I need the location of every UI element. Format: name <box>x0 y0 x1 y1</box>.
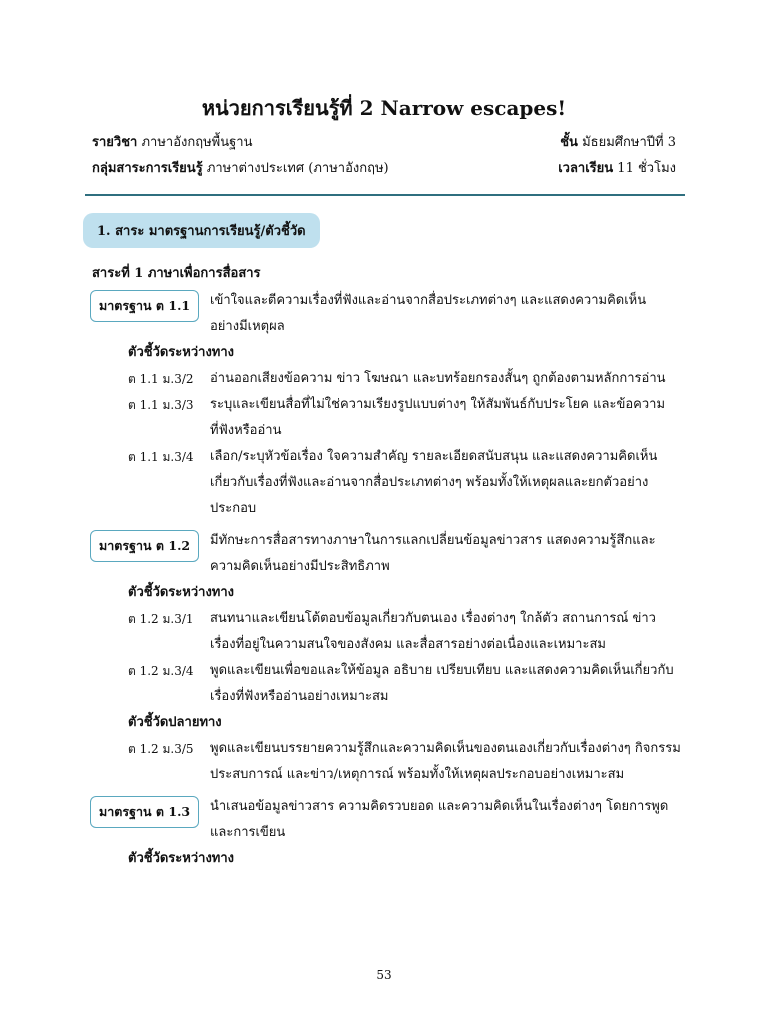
indicator-text: ประกอบ <box>210 501 257 516</box>
meta-row-subject <box>92 130 676 152</box>
standard-text-continuation <box>0 314 768 340</box>
standard-row <box>0 528 768 554</box>
indicator-text: ประสบการณ์ และข่าว/เหตุการณ์ พร้อมทั้งให้เหตุผลประกอบอย่างเหมาะสม <box>210 767 625 782</box>
indicator-code: ต 1.2 ม.3/5 <box>128 742 194 756</box>
indicator-group-heading: ตัวชี้วัดระหว่างทาง <box>128 345 235 360</box>
standard-label: มาตรฐาน ต 1.2 <box>90 530 199 562</box>
standard-text: อย่างมีเหตุผล <box>210 319 285 334</box>
indicator-code: ต 1.1 ม.3/4 <box>128 450 194 464</box>
standard-text: เข้าใจและตีความเรื่องที่ฟังและอ่านจากสื่อประเภทต่างๆ และแสดงความคิดเห็น <box>210 293 647 308</box>
standard-text: มีทักษะการสื่อสารทางภาษาในการแลกเปลี่ยนข้อมูลข่าวสาร แสดงความรู้สึกและ <box>210 533 656 548</box>
indicator-text: สนทนาและเขียนโต้ตอบข้อมูลเกี่ยวกับตนเอง เรื่องต่างๆ ใกล้ตัว สถานการณ์ ข่าว <box>210 611 656 626</box>
indicator-continuation <box>0 684 768 710</box>
indicator-item <box>0 658 768 684</box>
group-info: กลุ่มสาระการเรียนรู้ ภาษาต่างประเทศ (ภาษาอังกฤษ) <box>92 160 389 176</box>
indicator-text: ที่ฟังหรืออ่าน <box>210 423 282 438</box>
standards-content <box>0 288 768 878</box>
standard-text: นำเสนอข้อมูลข่าวสาร ความคิดรวบยอด และความคิดเห็นในเรื่องต่างๆ โดยการพูด <box>210 799 669 814</box>
indicator-continuation <box>0 632 768 658</box>
grade-info: ชั้น มัธยมศึกษาปีที่ 3 <box>560 134 676 150</box>
indicator-text: ระบุและเขียนสื่อที่ไม่ใช่ความเรียงรูปแบบต่างๆ ให้สัมพันธ์กับประโยค และข้อความ <box>210 397 666 412</box>
indicator-text: เกี่ยวกับเรื่องที่ฟังและอ่านจากสื่อประเภทต่างๆ พร้อมทั้งให้เหตุผลและยกตัวอย่าง <box>210 475 649 490</box>
indicator-item <box>0 392 768 418</box>
standard-label: มาตรฐาน ต 1.1 <box>90 290 199 322</box>
indicator-text: เรื่องที่ฟังหรืออ่านอย่างเหมาะสม <box>210 689 389 704</box>
indicator-continuation <box>0 418 768 444</box>
indicator-continuation <box>0 762 768 788</box>
strand-title: สาระที่ 1 ภาษาเพื่อการสื่อสาร <box>92 266 261 281</box>
standard-label: มาตรฐาน ต 1.3 <box>90 796 199 828</box>
indicator-code: ต 1.1 ม.3/2 <box>128 372 194 386</box>
standard-row <box>0 288 768 314</box>
unit-title: หน่วยการเรียนรู้ที่ 2 Narrow escapes! <box>201 96 567 120</box>
indicator-group-heading: ตัวชี้วัดปลายทาง <box>128 715 222 730</box>
indicator-text: พูดและเขียนเพื่อขอและให้ข้อมูล อธิบาย เปรียบเทียบ และแสดงความคิดเห็นเกี่ยวกับ <box>210 663 674 678</box>
indicator-code: ต 1.1 ม.3/3 <box>128 398 194 412</box>
indicator-code: ต 1.2 ม.3/1 <box>128 612 194 626</box>
standard-row <box>0 794 768 820</box>
indicator-continuation <box>0 470 768 496</box>
standard-text: และการเขียน <box>210 825 286 840</box>
indicator-group-heading: ตัวชี้วัดระหว่างทาง <box>128 851 235 866</box>
indicator-item <box>0 736 768 762</box>
indicator-item <box>0 444 768 470</box>
indicator-continuation <box>0 496 768 522</box>
standard-text-continuation <box>0 554 768 580</box>
time-info: เวลาเรียน 11 ชั่วโมง <box>558 160 676 176</box>
standard-text-continuation <box>0 820 768 846</box>
indicator-group-heading: ตัวชี้วัดระหว่างทาง <box>128 585 235 600</box>
indicator-item <box>0 606 768 632</box>
subject-info: รายวิชา ภาษาอังกฤษพื้นฐาน <box>92 134 253 150</box>
standard-text: ความคิดเห็นอย่างมีประสิทธิภาพ <box>210 559 390 574</box>
indicator-item <box>0 366 768 392</box>
indicator-text: พูดและเขียนบรรยายความรู้สึกและความคิดเห็นของตนเองเกี่ยวกับเรื่องต่างๆ กิจกรรม <box>210 741 681 756</box>
header-divider <box>85 194 685 196</box>
standard-spacer <box>0 872 768 878</box>
indicator-text: อ่านออกเสียงข้อความ ข่าว โฆษณา และบทร้อยกรองสั้นๆ ถูกต้องตามหลักการอ่าน <box>210 371 666 386</box>
page-number: 53 <box>376 968 392 982</box>
section-heading: 1. สาระ มาตรฐานการเรียนรู้/ตัวชี้วัด <box>83 213 320 248</box>
meta-row-group <box>92 156 676 178</box>
indicator-code: ต 1.2 ม.3/4 <box>128 664 194 678</box>
indicator-text: เลือก/ระบุหัวข้อเรื่อง ใจความสำคัญ รายละเอียดสนับสนุน และแสดงความคิดเห็น <box>210 449 658 464</box>
indicator-text: เรื่องที่อยู่ในความสนใจของสังคม และสื่อสารอย่างต่อเนื่องและเหมาะสม <box>210 637 606 652</box>
